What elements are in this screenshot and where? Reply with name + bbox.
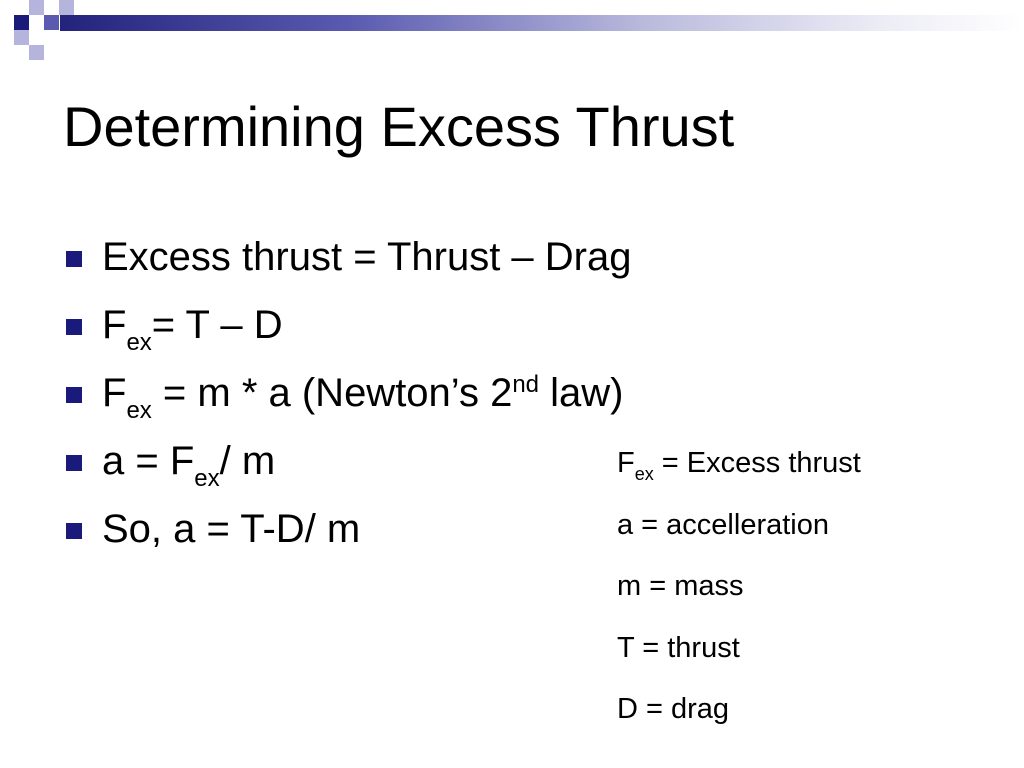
legend-item [617,566,861,628]
decor-square [29,0,44,15]
variable-legend [617,443,861,751]
bullet-subscript: ex [126,397,152,424]
legend-text: m = mass [617,570,744,602]
decor-square [14,30,29,45]
legend-item [617,443,861,505]
legend-item [617,689,861,751]
bullet-text-base: F [102,303,127,347]
header-gradient-bar [60,15,1024,31]
square-bullet-icon [66,523,82,539]
bullet-text-rest: = T – D [151,303,283,347]
legend-item [617,505,861,567]
bullet-text-rest: / m [219,439,276,483]
bullet-text-base: F [102,371,127,415]
bullet-item [66,504,631,572]
decor-square [14,15,29,30]
bullet-item [66,232,631,300]
bullet-text: So, a = T-D/ m [102,507,361,551]
bullet-item [66,436,631,504]
slide-title: Determining Excess Thrust [63,95,735,158]
square-bullet-icon [66,387,82,403]
bullet-subscript: ex [194,465,220,492]
legend-text-rest: = Excess thrust [653,447,861,479]
legend-subscript: ex [634,464,654,484]
legend-text-base: F [617,447,635,479]
decor-square [59,0,74,15]
bullet-superscript: nd [512,371,540,398]
bullet-text-pre: a = F [102,439,195,483]
square-bullet-icon [66,455,82,471]
legend-text: a = accelleration [617,508,829,541]
bullet-item [66,300,631,368]
square-bullet-icon [66,251,82,267]
bullet-text: Excess thrust = Thrust – Drag [102,235,632,279]
bullet-list [66,232,631,572]
bullet-text-tail: law) [539,371,624,415]
legend-text: T = thrust [617,631,740,664]
decor-square [29,45,44,60]
square-bullet-icon [66,319,82,335]
bullet-item [66,368,631,436]
legend-item [617,628,861,690]
bullet-subscript: ex [126,329,152,356]
legend-text: D = drag [617,693,730,725]
decor-square [44,15,59,30]
bullet-text-rest: = m * a (Newton’s 2 [151,371,513,415]
